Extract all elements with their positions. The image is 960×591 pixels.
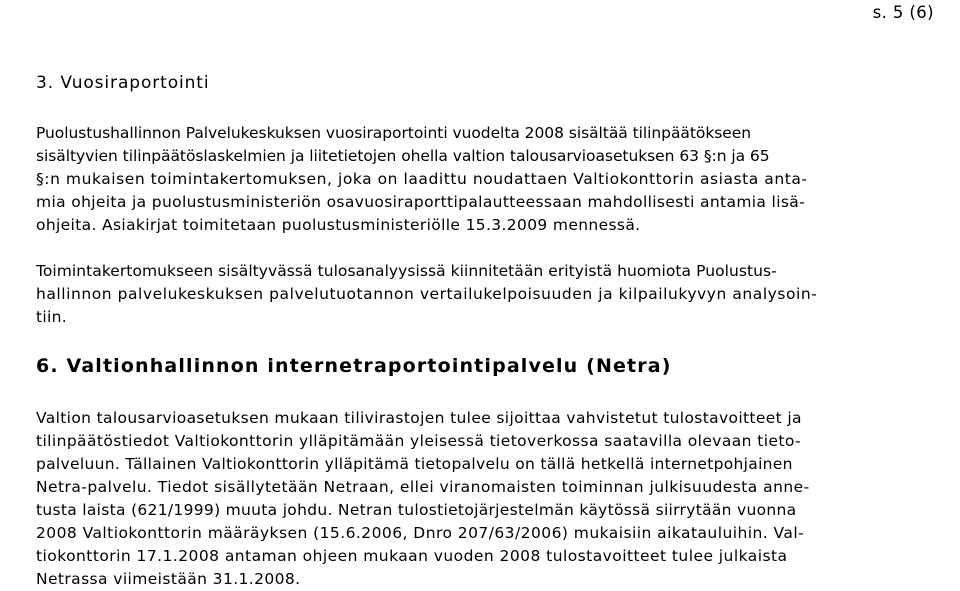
text-line: ohjeita. Asiakirjat toimitetaan puolustusministeriölle 15.3.2009 mennessä. xyxy=(36,216,641,234)
text-line: Netra-palvelu. Tiedot sisällytetään Netraan, ellei viranomaisten toiminnan julkisuudesta anne- xyxy=(36,478,810,496)
section-heading-vuosiraportointi: 3. Vuosiraportointi xyxy=(36,73,210,93)
paragraph-vuosiraportointi-1 xyxy=(36,122,808,237)
paragraph-netra xyxy=(36,407,810,591)
text-line: tiin. xyxy=(36,308,67,326)
text-line: Puolustushallinnon Palvelukeskuksen vuosiraportointi vuodelta 2008 sisältää tilinpäätökseen xyxy=(36,124,752,142)
paragraph-vuosiraportointi-2 xyxy=(36,260,817,329)
text-line: hallinnon palvelukeskuksen palvelutuotannon vertailukelpoisuuden ja kilpailukyvyn analysoin- xyxy=(36,285,818,303)
text-line: tusta laista (621/1999) muuta johdu. Netran tulostietojärjestelmän käytössä siirrytään vuonna xyxy=(36,501,797,519)
text-line: palveluun. Tällainen Valtiokonttorin ylläpitämä tietopalvelu on tällä hetkellä internetpohjainen xyxy=(36,455,793,473)
text-line: 2008 Valtiokonttorin määräyksen (15.6.2006, Dnro 207/63/2006) mukaisiin aikatauluihin. Val- xyxy=(36,524,805,542)
page-number: s. 5 (6) xyxy=(872,3,934,22)
text-line: Toimintakertomukseen sisältyvässä tulosanalyysissä kiinnitetään erityistä huomiota Puolustus- xyxy=(36,262,777,280)
text-line: sisältyvien tilinpäätöslaskelmien ja liitetietojen ohella valtion talousarvioasetuksen 63 §:n ja 65 xyxy=(36,147,770,165)
text-line: Netrassa viimeistään 31.1.2008. xyxy=(36,570,301,588)
section-heading-netra: 6. Valtionhallinnon internetraportointipalvelu (Netra) xyxy=(36,355,672,377)
text-line: tiokonttorin 17.1.2008 antaman ohjeen mukaan vuoden 2008 tulostavoitteet tulee julkaista xyxy=(36,547,788,565)
text-line: mia ohjeita ja puolustusministeriön osavuosiraporttipalautteessaan mahdollisesti antamia lisä- xyxy=(36,193,806,211)
text-line: tilinpäätöstiedot Valtiokonttorin ylläpitämään yleisessä tietoverkossa saatavilla olevaan tieto- xyxy=(36,432,801,450)
text-line: Valtion talousarvioasetuksen mukaan tilivirastojen tulee sijoittaa vahvistetut tulostavoitteet ja xyxy=(36,409,802,427)
text-line: §:n mukaisen toimintakertomuksen, joka on laadittu noudattaen Valtiokonttorin asiasta anta- xyxy=(36,170,808,188)
